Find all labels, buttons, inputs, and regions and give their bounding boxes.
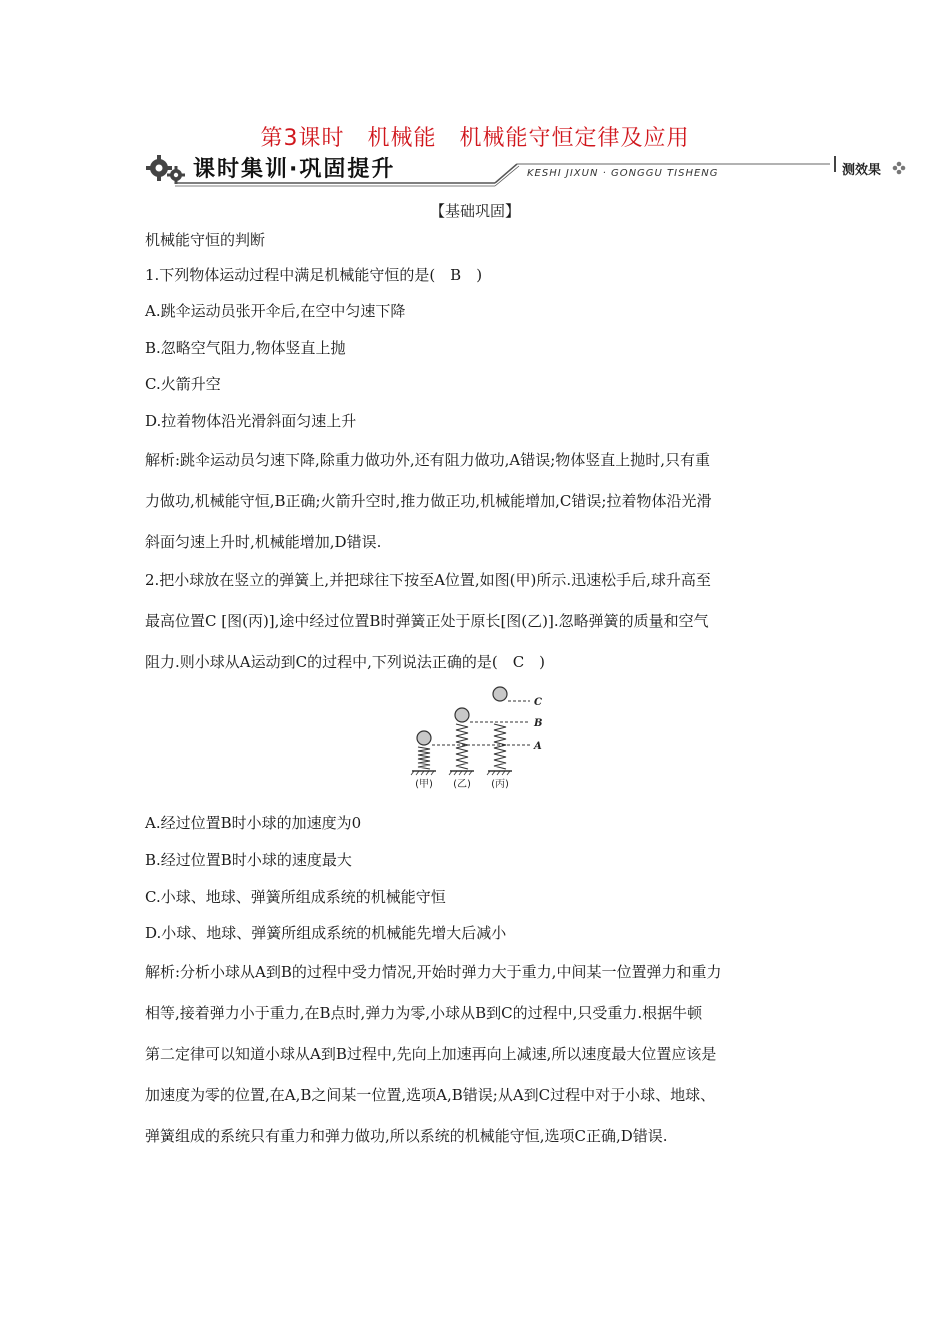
level-label-b: B	[534, 718, 543, 729]
topic-heading: 机械能守恒的判断	[145, 231, 266, 249]
level-label-c: C	[534, 697, 542, 708]
q1-option-a: A.跳伞运动员张开伞后,在空中匀速下降	[145, 302, 406, 320]
q2-analysis-line: 第二定律可以知道小球从A到B过程中,先向上加速再向上减速,所以速度最大位置应该是	[145, 1045, 717, 1063]
ball-bing	[493, 687, 507, 701]
lesson-title: 第3课时 机械能 机械能守恒定律及应用	[260, 126, 690, 151]
q2-stem-line: 最高位置C [图(丙)],途中经过位置B时弹簧正处于原长[图(乙)].忽略弹簧的质量和空气	[145, 612, 709, 630]
section-heading: 【基础巩固】	[429, 202, 520, 220]
q1-option-d: D.拉着物体沿光滑斜面匀速上升	[145, 412, 357, 430]
level-label-a: A	[534, 741, 542, 752]
ball-yi	[455, 708, 469, 722]
q1-option-c: C.火箭升空	[145, 375, 221, 393]
q2-stem-line: 2.把小球放在竖立的弹簧上,并把球往下按至A位置,如图(甲)所示.迅速松手后,球升高至	[145, 571, 711, 589]
q2-analysis-line: 弹簧组成的系统只有重力和弹力做功,所以系统的机械能守恒,选项C正确,D错误.	[145, 1127, 668, 1145]
q1-stem: 1.下列物体运动过程中满足机械能守恒的是( B )	[145, 266, 483, 284]
q2-option-c: C.小球、地球、弹簧所组成系统的机械能守恒	[145, 888, 446, 906]
q2-option-a: A.经过位置B时小球的加速度为0	[145, 814, 362, 832]
q1-option-b: B.忽略空气阻力,物体竖直上抛	[145, 339, 346, 357]
section-banner	[145, 150, 945, 188]
spring-bing	[487, 687, 512, 775]
spring-yi	[449, 708, 474, 775]
spring-figure	[378, 683, 548, 791]
figure-label-bing: (丙)	[491, 779, 509, 790]
q2-analysis-line: 加速度为零的位置,在A,B之间某一位置,选项A,B错误;从A到C过程中对于小球、地球、	[145, 1086, 716, 1104]
q1-analysis-line: 斜面匀速上升时,机械能增加,D错误.	[145, 533, 382, 551]
figure-label-jia: (甲)	[415, 779, 433, 790]
spring-jia	[411, 731, 436, 775]
q2-analysis-line: 解析:分析小球从A到B的过程中受力情况,开始时弹力大于重力,中间某一位置弹力和重力	[145, 963, 722, 981]
banner-title: 课时集训·巩固提升	[193, 157, 396, 182]
q2-stem-line: 阻力.则小球从A运动到C的过程中,下列说法正确的是( C )	[145, 653, 546, 671]
q2-option-d: D.小球、地球、弹簧所组成系统的机械能先增大后减小	[145, 924, 507, 942]
figure-label-yi: (乙)	[453, 779, 471, 790]
banner-subtitle: KESHI JIXUN · GONGGU TISHENG	[527, 168, 719, 179]
q1-analysis-line: 解析:跳伞运动员匀速下降,除重力做功外,还有阻力做功,A错误;物体竖直上抛时,只有重	[145, 451, 711, 469]
banner-tag: 测效果	[842, 163, 882, 178]
q2-option-b: B.经过位置B时小球的速度最大	[145, 851, 352, 869]
ball-jia	[417, 731, 431, 745]
q1-analysis-line: 力做功,机械能守恒,B正确;火箭升空时,推力做正功,机械能增加,C错误;拉着物体沿光滑	[145, 492, 712, 510]
q2-analysis-line: 相等,接着弹力小于重力,在B点时,弹力为零,小球从B到C的过程中,只受重力.根据牛顿	[145, 1004, 703, 1022]
flower-icon	[892, 161, 906, 175]
